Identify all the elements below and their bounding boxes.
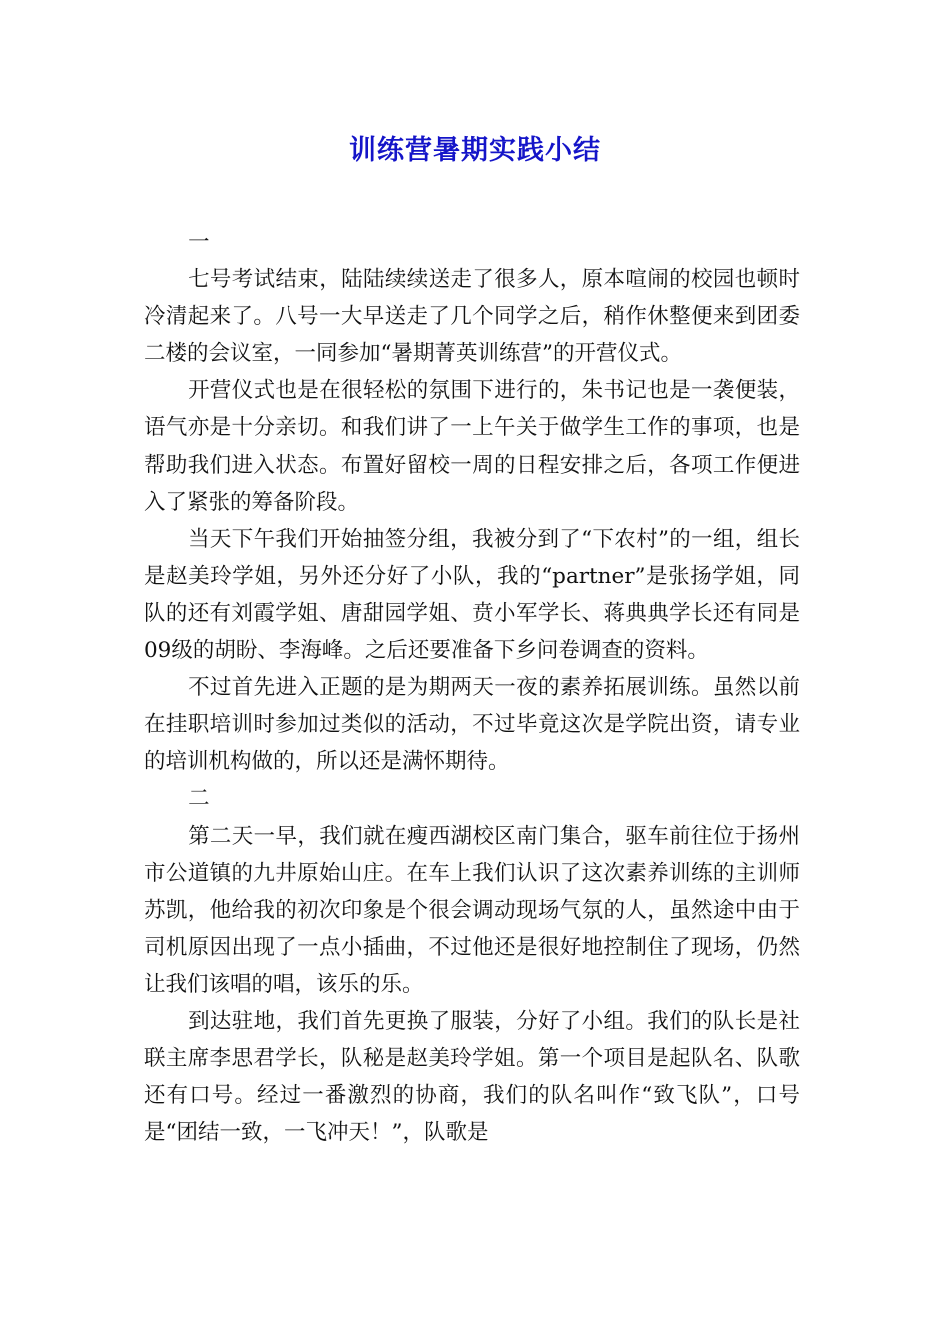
- paragraph: 开营仪式也是在很轻松的氛围下进行的，朱书记也是一袭便装，语气亦是十分亲切。和我们讲了一上午关于做学生工作的事项，也是帮助我们进入状态。布置好留校一周的日程安排之后，各项工作便进入了紧张的筹备阶段。: [144, 378, 800, 515]
- document-title: 训练营暑期实践小结: [349, 135, 601, 166]
- paragraph: 当天下午我们开始抽签分组，我被分到了“下农村”的一组，组长是赵美玲学姐，另外还分好了小队，我的“partner”是张扬学姐，同队的还有刘霞学姐、唐甜园学姐、贲小军学长、蒋典典学长还有同是09级的胡盼、李海峰。之后还要准备下乡问卷调查的资料。: [144, 526, 800, 664]
- section-number-2: 二: [188, 786, 210, 812]
- paragraph: 到达驻地，我们首先更换了服装，分好了小组。我们的队长是社联主席李思君学长，队秘是赵美玲学姐。第一个项目是起队名、队歌还有口号。经过一番激烈的协商，我们的队名叫作“致飞队”，口号是“团结一致，一飞冲天！”，队歌是: [144, 1008, 800, 1146]
- paragraph: 第二天一早，我们就在瘦西湖校区南门集合，驱车前往位于扬州市公道镇的九井原始山庄。在车上我们认识了这次素养训练的主训师苏凯，他给我的初次印象是个很会调动现场气氛的人，虽然途中由于司机原因出现了一点小插曲，不过他还是很好地控制住了现场，仍然让我们该唱的唱，该乐的乐。: [144, 823, 800, 997]
- section-number-1: 一: [188, 230, 210, 255]
- paragraph: 七号考试结束，陆陆续续送走了很多人，原本喧闹的校园也顿时冷清起来了。八号一大早送走了几个同学之后，稍作休整便来到团委二楼的会议室，一同参加“暑期菁英训练营”的开营仪式。: [144, 267, 800, 367]
- document-body: [144, 224, 800, 1151]
- paragraph: 不过首先进入正题的是为期两天一夜的素养拓展训练。虽然以前在挂职培训时参加过类似的活动，不过毕竟这次是学院出资，请专业的培训机构做的，所以还是满怀期待。: [144, 675, 800, 775]
